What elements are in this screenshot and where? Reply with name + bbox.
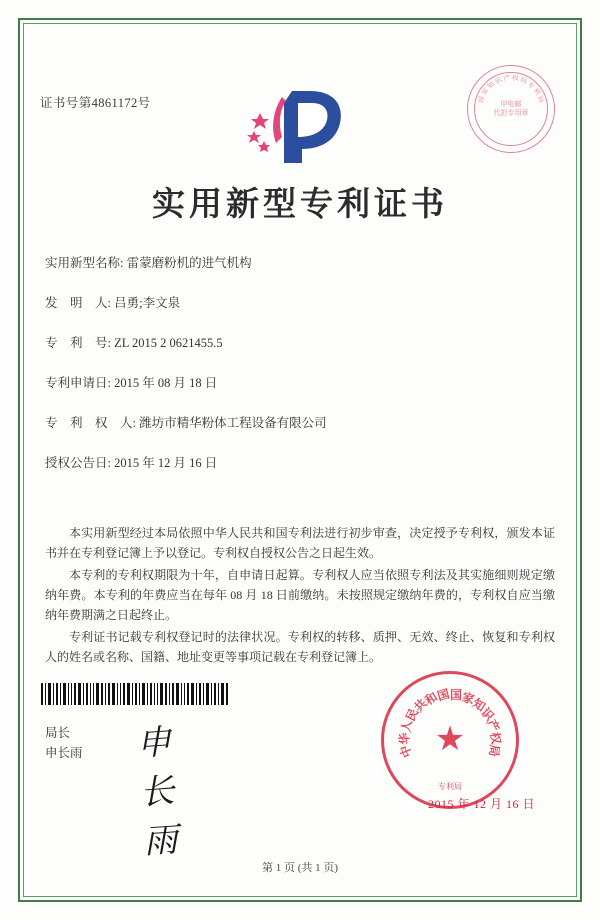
field-label: 授权公告日: [45, 456, 111, 470]
seal-arc-text: 国 家 知 识 产 权 局 专 利 局 [477, 74, 545, 104]
field-value: 雷蒙磨粉机的进气机构 [126, 256, 252, 270]
certificate-number: 证书号第4861172号 [40, 96, 151, 110]
official-seal [381, 671, 519, 809]
barcode [41, 683, 231, 705]
field-label: 实用新型名称: [45, 256, 124, 270]
cnipa-logo [240, 83, 360, 169]
field-value: 2015 年 12 月 16 日 [114, 456, 218, 470]
field-row-patentee [45, 415, 555, 432]
legal-text [45, 523, 555, 669]
page-footer: 第 1 页 (共 1 页) [261, 862, 339, 874]
field-list [45, 255, 555, 495]
field-row-grant-date [45, 455, 555, 472]
star-icon: ★ [434, 721, 466, 758]
field-label: 专利申请日: [45, 376, 111, 390]
director-name: 申长雨 [45, 746, 83, 760]
field-label: 专 利 权 人: [45, 416, 136, 430]
signature-block [45, 723, 181, 862]
field-row-invention-name [45, 255, 555, 272]
registration-seal [467, 65, 555, 153]
field-row-patent-number [45, 335, 555, 352]
certificate-content [23, 23, 577, 897]
field-label: 专 利 号: [45, 336, 111, 350]
paragraph-3: 专利证书记载专利权登记时的法律状况。专利权的转移、质押、无效、终止、恢复和专利权人的姓名或名称、国籍、地址变更等事项记载在专利登记簿上。 [45, 630, 555, 664]
seal-center-text: 甲电邮 代担专用章 [493, 100, 529, 117]
field-value: ZL 2015 2 0621455.5 [114, 336, 223, 350]
field-label: 发 明 人: [45, 296, 111, 310]
director-title: 局长 [45, 726, 71, 740]
field-value: 2015 年 08 月 18 日 [114, 376, 218, 390]
field-row-application-date [45, 375, 555, 392]
field-value: 潍坊市精华粉体工程设备有限公司 [139, 416, 327, 430]
page-title: 实用新型专利证书 [152, 187, 448, 223]
seal-bottom-text: 专利局 [438, 782, 462, 791]
field-value: 吕勇;李文泉 [114, 296, 181, 310]
paragraph-2: 本专利的专利权期限为十年，自申请日起算。专利权人应当依照专利法及其实施细则规定缴纳年费。本专利的年费应当在每年 08 月 18 日前缴纳。未按照规定缴纳年费的，专利权自应当缴纳年费期满之日起终止。 [45, 568, 555, 622]
handwritten-signature: 申长雨 [135, 723, 181, 862]
field-row-inventor [45, 295, 555, 312]
seal-arc-text: 中 华 人 民 共 和 国 国 家 知 识 产 权 局 [397, 686, 504, 760]
paragraph-1: 本实用新型经过本局依照中华人民共和国专利法进行初步审查，决定授予专利权，颁发本证书并在专利登记簿上予以登记。专利权自授权公告之日起生效。 [45, 526, 555, 560]
seal-date: 2015 年 12 月 16 日 [427, 797, 535, 811]
